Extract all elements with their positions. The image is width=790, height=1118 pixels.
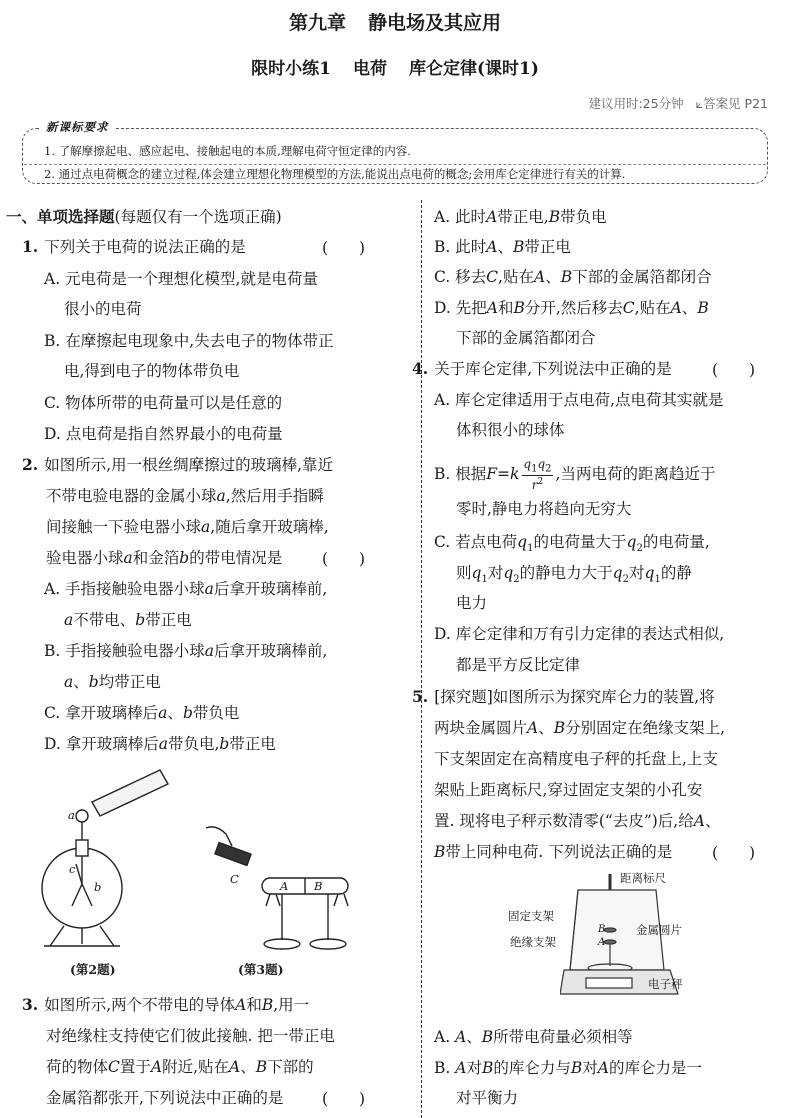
var-B: B bbox=[481, 1059, 494, 1077]
base-left bbox=[264, 939, 300, 949]
fig5-label-b: B bbox=[598, 924, 606, 935]
q3-b2: 带正电 bbox=[524, 238, 571, 256]
var-A: A bbox=[486, 208, 498, 226]
q3-s1c: ,用一 bbox=[273, 996, 310, 1014]
var-A: A bbox=[229, 1058, 241, 1076]
q5-s1: 如图所示为探究库仑力的装置,将 bbox=[492, 688, 715, 706]
q4-option-a-cont: 体积很小的球体 bbox=[456, 421, 565, 439]
section-title bbox=[6, 208, 282, 226]
q5-stem-3: 下支架固定在高精度电子秤的托盘上,上支 bbox=[434, 750, 718, 768]
fig3-label-a: A bbox=[280, 879, 289, 893]
formula-q2-sub: 2 bbox=[545, 463, 552, 475]
standards-label: 新课标要求 bbox=[40, 119, 115, 135]
q3-a3: 带负电 bbox=[560, 208, 607, 226]
q3-b1: B. 此时 bbox=[434, 238, 487, 256]
var-A: A bbox=[455, 1028, 467, 1046]
sep: 、 bbox=[545, 268, 561, 286]
q5-tag: [探究题] bbox=[434, 688, 493, 706]
standards-item-2: 2. 通过点电荷概念的建立过程,体会建立理想化物理模型的方法,能说出点电荷的概念;会用库仑定律进行有关的计算. bbox=[44, 167, 626, 181]
var-B: B bbox=[560, 268, 573, 286]
q4-option-c-cont bbox=[456, 564, 692, 589]
q5-stem-4: 架贴上距离标尺,穿过固定支架的小孔安 bbox=[434, 781, 703, 799]
q2-d3: 带正电 bbox=[229, 735, 276, 753]
var-A: A bbox=[533, 268, 546, 286]
q4-b1b: ,当两电荷的距离趋近于 bbox=[555, 465, 716, 484]
var-a: a bbox=[216, 487, 226, 505]
glass-rod bbox=[92, 770, 168, 816]
figure-3-caption: (第3题) bbox=[238, 962, 284, 977]
fig2-label-c: c bbox=[69, 862, 76, 876]
q4-b1: B. 根据 bbox=[434, 465, 487, 484]
q5-option-a[interactable] bbox=[434, 1028, 633, 1046]
q3-d4: ,贴在 bbox=[634, 299, 671, 317]
q3-option-c[interactable] bbox=[434, 268, 712, 286]
var-a: a bbox=[123, 549, 133, 567]
var-q: q bbox=[626, 533, 637, 551]
q4-answer-slot[interactable]: ( ) bbox=[712, 361, 756, 379]
q2-stem-2 bbox=[46, 487, 324, 505]
metal-foils bbox=[266, 894, 348, 906]
q2-option-a[interactable] bbox=[44, 580, 327, 598]
var-A: A bbox=[670, 299, 682, 317]
q3-option-b[interactable] bbox=[434, 238, 571, 256]
q1-stem bbox=[22, 238, 246, 256]
q3-stem-3 bbox=[46, 1058, 314, 1076]
chapter-number: 第九章 bbox=[288, 12, 346, 34]
fig5-label-scale: 距离标尺 bbox=[620, 871, 666, 885]
q2-s2b: ,然后用手指瞬 bbox=[225, 487, 324, 505]
chapter-title bbox=[0, 8, 790, 35]
q2-b2b: 均带正电 bbox=[98, 673, 161, 691]
q3-answer-slot[interactable]: ( ) bbox=[322, 1090, 366, 1108]
q5-stem-2 bbox=[434, 719, 725, 737]
q4-c2d: 对 bbox=[628, 564, 645, 582]
q1-answer-slot[interactable]: ( ) bbox=[322, 239, 366, 257]
var-a: a bbox=[204, 642, 214, 660]
formula-k: k bbox=[510, 465, 520, 484]
q1-option-d[interactable]: D. 点电荷是指自然界最小的电荷量 bbox=[44, 425, 283, 443]
var-b: b bbox=[135, 611, 146, 629]
sep: 、 bbox=[167, 704, 183, 722]
gold-foils bbox=[72, 884, 92, 906]
q3-stem-1 bbox=[22, 996, 309, 1014]
q3-d3: 分开,然后移去 bbox=[524, 299, 623, 317]
q5-a1: A. bbox=[434, 1028, 451, 1046]
coulomb-formula-fraction bbox=[522, 458, 552, 492]
var-A: A bbox=[693, 812, 705, 830]
var-A: A bbox=[527, 719, 539, 737]
fig2-label-a: a bbox=[68, 808, 75, 822]
q4-c1c: 的电荷量, bbox=[642, 533, 710, 551]
var-B: B bbox=[513, 299, 525, 317]
q3-stem-2: 对绝缘柱支持使它们彼此接触. 把一带正电 bbox=[46, 1027, 335, 1045]
drill-title bbox=[0, 54, 790, 79]
q2-s2: 不带电验电器的金属小球 bbox=[46, 487, 217, 505]
q5-stem-5 bbox=[434, 812, 720, 830]
q2-stem-4 bbox=[46, 549, 282, 567]
q3-option-d[interactable] bbox=[434, 299, 709, 317]
fig3-label-b: B bbox=[314, 879, 323, 893]
var-q-sub: 1 bbox=[654, 574, 661, 586]
q2-s4c: 的带电情况是 bbox=[189, 549, 283, 567]
var-a: a bbox=[158, 704, 168, 722]
q3-option-a[interactable] bbox=[434, 208, 607, 226]
var-q-sub: 2 bbox=[513, 574, 520, 586]
formula-eq: = bbox=[497, 465, 511, 484]
formula-F: F bbox=[486, 465, 498, 484]
q2-c1: C. 拿开玻璃棒后 bbox=[44, 704, 159, 722]
var-C: C bbox=[622, 299, 635, 317]
var-q-sub: 1 bbox=[527, 543, 534, 555]
chapter-name: 静电场及其应用 bbox=[368, 12, 502, 34]
balance-display bbox=[586, 978, 632, 988]
q5-b2: 对 bbox=[466, 1059, 482, 1077]
fig5-label-disc: 金属圆片 bbox=[636, 923, 682, 937]
q2-c2: 带负电 bbox=[192, 704, 240, 722]
sep: 、 bbox=[466, 1028, 482, 1046]
var-a: a bbox=[64, 611, 74, 629]
q4-option-d-cont: 都是平方反比定律 bbox=[456, 656, 581, 674]
var-q-sub: 2 bbox=[622, 574, 629, 586]
var-b: b bbox=[179, 549, 190, 567]
topic-coulomb: 库仑定律(课时1) bbox=[408, 59, 539, 79]
var-B: B bbox=[697, 299, 709, 317]
q4-option-b-cont: 零时,静电力将趋向无穷大 bbox=[456, 500, 632, 518]
q2-option-a-cont bbox=[64, 611, 192, 629]
q3-s3: 荷的物体 bbox=[46, 1058, 109, 1076]
q1-option-c[interactable]: C. 物体所带的电荷量可以是任意的 bbox=[44, 394, 283, 412]
q5-stem-1 bbox=[412, 688, 715, 706]
q2-option-b[interactable] bbox=[44, 642, 327, 660]
figure-2-caption: (第2题) bbox=[70, 962, 116, 977]
q2-stem-1 bbox=[22, 456, 333, 474]
q4-c2c: 的静电力大于 bbox=[519, 564, 613, 582]
q5-b5: 的库仑力是一 bbox=[609, 1059, 703, 1077]
q5-s5: 置. 现将电子秤示数清零(“去皮”)后,给 bbox=[434, 812, 694, 830]
q3-option-d-cont: 下部的金属箔都闭合 bbox=[456, 329, 596, 347]
fig3-label-c: C bbox=[230, 872, 239, 886]
q5-answer-slot[interactable]: ( ) bbox=[712, 844, 756, 862]
var-A: A bbox=[486, 299, 498, 317]
var-A: A bbox=[235, 996, 247, 1014]
disc-b bbox=[604, 928, 616, 932]
var-B: B bbox=[548, 208, 561, 226]
q2-s3b: ,随后拿开玻璃棒, bbox=[210, 518, 329, 536]
q5-option-b-cont: 对平衡力 bbox=[456, 1089, 519, 1107]
q3-number: 3. bbox=[22, 995, 39, 1014]
q4-c2b: 对 bbox=[487, 564, 504, 582]
q2-a1: A. 手指接触验电器小球 bbox=[44, 580, 205, 598]
q2-b1: B. 手指接触验电器小球 bbox=[44, 642, 205, 660]
topic-charge: 电荷 bbox=[352, 59, 387, 79]
q2-option-b-cont bbox=[64, 673, 161, 691]
sep: 、 bbox=[538, 719, 554, 737]
var-A: A bbox=[597, 1059, 609, 1077]
q5-b4: 对 bbox=[582, 1059, 598, 1077]
q1-option-a-cont: 很小的电荷 bbox=[64, 300, 142, 318]
var-B: B bbox=[481, 1028, 494, 1046]
var-A: A bbox=[150, 1058, 163, 1076]
q4-c1b: 的电荷量大于 bbox=[533, 533, 627, 551]
var-a: a bbox=[201, 518, 211, 536]
var-q: q bbox=[517, 533, 528, 551]
q2-a1b: 后拿开玻璃棒前, bbox=[213, 580, 328, 598]
q3-d2: 和 bbox=[497, 299, 514, 317]
q2-option-c[interactable] bbox=[44, 704, 239, 722]
var-b: b bbox=[219, 735, 230, 753]
formula-q1: q bbox=[523, 457, 532, 471]
var-A: A bbox=[455, 1059, 467, 1077]
q2-d2: 带负电, bbox=[167, 735, 220, 753]
formula-r-sup: 2 bbox=[537, 477, 544, 488]
sep: 、 bbox=[681, 299, 698, 317]
var-B: B bbox=[570, 1059, 583, 1077]
q3-s3d: 下部的 bbox=[267, 1058, 314, 1076]
standards-item-1: 1. 了解摩擦起电、感应起电、接触起电的本质,理解电荷守恒定律的内容. bbox=[44, 144, 411, 158]
var-A: A bbox=[486, 238, 498, 256]
q3-a2: 带正电, bbox=[497, 208, 549, 226]
q4-option-d[interactable]: D. 库仑定律和万有引力定律的表达式相似, bbox=[434, 625, 725, 643]
q5-s6: 带上同种电荷. 下列说法正确的是 bbox=[445, 843, 673, 861]
disc-a bbox=[604, 940, 616, 944]
q4-c2a: 则 bbox=[456, 564, 472, 582]
meta-info bbox=[588, 94, 768, 112]
formula-r: r bbox=[531, 478, 538, 493]
q2-d1: D. 拿开玻璃棒后 bbox=[44, 735, 159, 753]
q4-option-b[interactable] bbox=[434, 458, 715, 492]
metal-ball bbox=[76, 810, 88, 822]
q3-s3b: 置于 bbox=[119, 1058, 151, 1076]
q4-option-c-cont2: 电力 bbox=[456, 594, 488, 612]
section-note: (每题仅有一个选项正确) bbox=[114, 208, 282, 226]
q5-stem-6 bbox=[434, 843, 672, 861]
drill-label: 限时小练1 bbox=[251, 59, 331, 79]
q1-option-a[interactable]: A. 元电荷是一个理想化模型,就是电荷量 bbox=[44, 270, 318, 288]
var-q-sub: 1 bbox=[481, 574, 488, 586]
figure-2-electroscope bbox=[40, 766, 190, 956]
q5-a2: 所带电荷量必须相等 bbox=[493, 1028, 633, 1046]
q4-option-a[interactable]: A. 库仑定律适用于点电荷,点电荷其实就是 bbox=[434, 391, 724, 409]
var-B: B bbox=[434, 843, 446, 861]
column-divider bbox=[421, 200, 422, 1118]
sep: 、 bbox=[73, 673, 89, 691]
q5-s2: 两块金属圆片 bbox=[434, 719, 528, 737]
q2-number: 2. bbox=[22, 455, 39, 474]
q1-stem-text: 下列关于电荷的说法正确的是 bbox=[44, 238, 246, 256]
q2-s4b: 和金箔 bbox=[132, 549, 180, 567]
stand-legs bbox=[50, 926, 114, 946]
q5-b1: B. bbox=[434, 1059, 451, 1077]
var-B: B bbox=[512, 238, 525, 256]
q3-c1: C. 移去 bbox=[434, 268, 487, 286]
var-a: a bbox=[158, 735, 168, 753]
fig5-label-fixed-stand: 固定支架 bbox=[508, 909, 554, 923]
fig5-label-balance: 电子秤 bbox=[648, 977, 683, 991]
q5-option-b[interactable] bbox=[434, 1059, 702, 1077]
q4-c2e: 的静 bbox=[660, 564, 692, 582]
q3-s3c: 附近,贴在 bbox=[162, 1058, 230, 1076]
q5-s2b: 分别固定在绝缘支架上, bbox=[565, 719, 726, 737]
q5-number: 5. bbox=[412, 687, 429, 706]
q1-number: 1. bbox=[22, 237, 39, 256]
stopper bbox=[76, 840, 88, 856]
fig2-label-b: b bbox=[94, 880, 102, 894]
formula-q1-sub: 1 bbox=[531, 463, 538, 475]
sep: 、 bbox=[497, 238, 513, 256]
formula-q2: q bbox=[537, 457, 546, 471]
sep: 、 bbox=[704, 812, 721, 830]
var-q-sub: 2 bbox=[636, 543, 643, 555]
q3-a1: A. 此时 bbox=[434, 208, 487, 226]
q2-a2d: 带正电 bbox=[145, 611, 192, 629]
fig5-label-insulated-stand: 绝缘支架 bbox=[510, 935, 556, 949]
q3-s1b: 和 bbox=[246, 996, 262, 1014]
var-B: B bbox=[255, 1058, 268, 1076]
var-q: q bbox=[503, 564, 514, 582]
var-b: b bbox=[88, 673, 99, 691]
object-c bbox=[215, 843, 251, 866]
q4-option-c[interactable] bbox=[434, 533, 710, 558]
q4-number: 4. bbox=[412, 359, 429, 378]
q3-c2: ,贴在 bbox=[498, 268, 534, 286]
q4-c1: C. 若点电荷 bbox=[434, 533, 518, 551]
q1-option-b[interactable]: B. 在摩擦起电现象中,失去电子的物体带正 bbox=[44, 332, 334, 350]
q2-s4a: 验电器小球 bbox=[46, 549, 124, 567]
var-q: q bbox=[644, 564, 655, 582]
q3-d1: D. 先把 bbox=[434, 299, 487, 317]
foil-c bbox=[76, 864, 82, 884]
q2-s3: 间接触一下验电器小球 bbox=[46, 518, 202, 536]
q5-b3: 的库仑力与 bbox=[493, 1059, 571, 1077]
var-a: a bbox=[64, 673, 74, 691]
var-C: C bbox=[486, 268, 499, 286]
section-title-text: 一、单项选择题 bbox=[6, 207, 115, 226]
var-a: a bbox=[204, 580, 214, 598]
time-hint: 建议用时:25分钟 bbox=[588, 96, 684, 111]
q2-b1b: 后拿开玻璃棒前, bbox=[214, 642, 328, 660]
base-right bbox=[310, 939, 346, 949]
q2-s1: 如图所示,用一根丝绸摩擦过的玻璃棒,靠近 bbox=[44, 456, 334, 474]
q3-stem-4: 金属箔都张开,下列说法中正确的是 bbox=[46, 1089, 284, 1107]
var-q: q bbox=[471, 564, 482, 582]
q4-stem-text: 关于库仑定律,下列说法中正确的是 bbox=[434, 360, 672, 378]
var-q: q bbox=[612, 564, 623, 582]
q1-option-b-cont: 电,得到电子的物体带负电 bbox=[64, 362, 240, 380]
q2-a2b: 不带电、 bbox=[73, 611, 136, 629]
q2-option-d[interactable] bbox=[44, 735, 276, 753]
q4-stem bbox=[412, 360, 672, 378]
answer-hint[interactable]: ⟀答案见 P21 bbox=[695, 96, 768, 111]
sep: 、 bbox=[240, 1058, 256, 1076]
var-B: B bbox=[261, 996, 274, 1014]
fig5-label-a: A bbox=[598, 937, 606, 948]
q2-answer-slot[interactable]: ( ) bbox=[322, 550, 366, 568]
var-b: b bbox=[182, 704, 193, 722]
q3-s1: 如图所示,两个不带电的导体 bbox=[44, 996, 236, 1014]
q3-c3: 下部的金属箔都闭合 bbox=[572, 268, 712, 286]
q2-stem-3 bbox=[46, 518, 329, 536]
standards-divider bbox=[24, 164, 766, 165]
var-C: C bbox=[108, 1058, 120, 1076]
var-B: B bbox=[553, 719, 566, 737]
